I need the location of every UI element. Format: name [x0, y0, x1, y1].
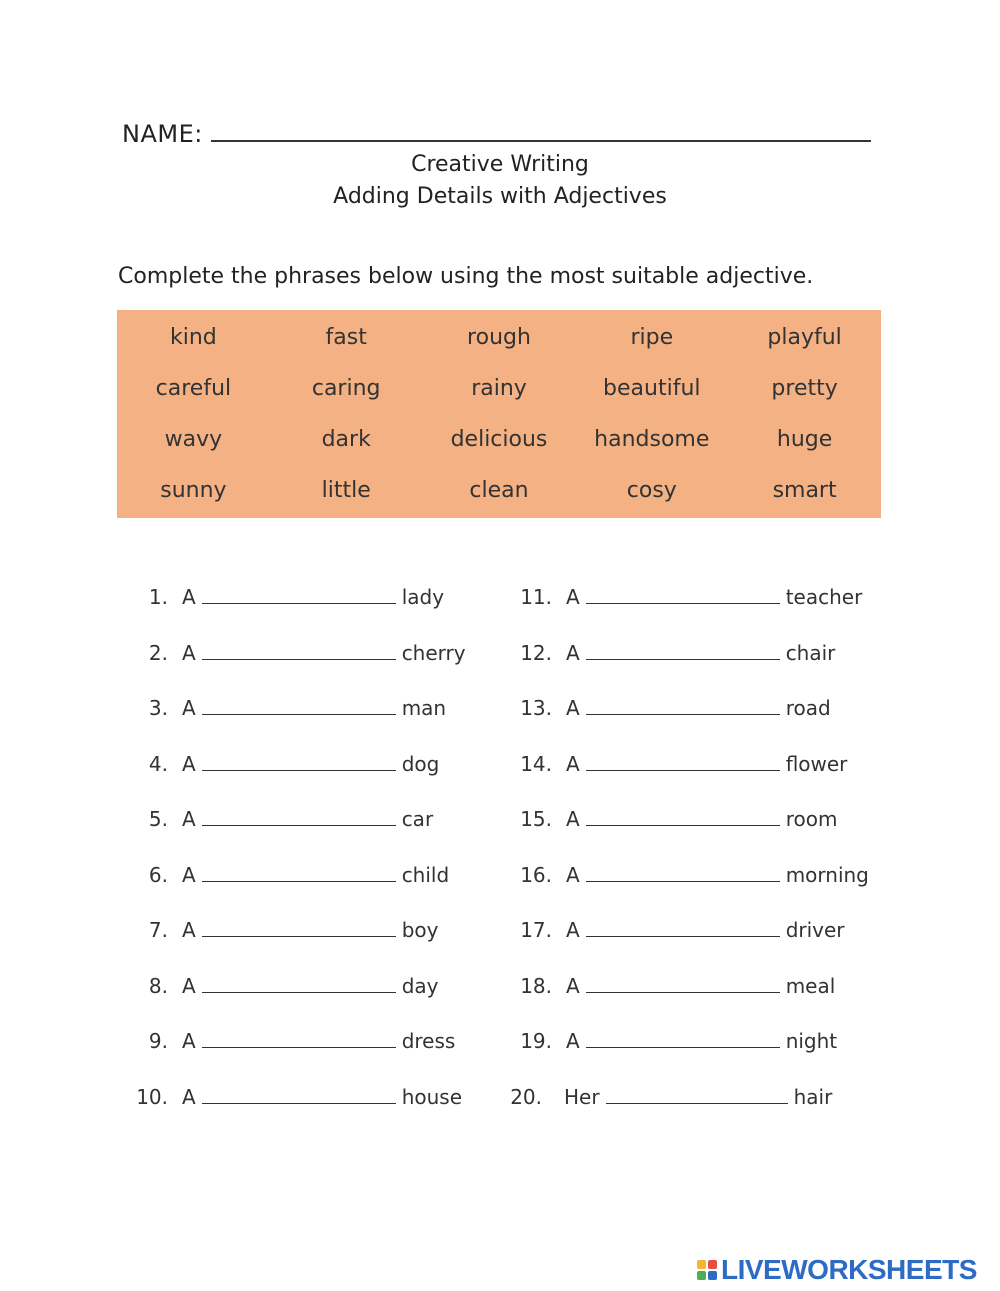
item-number: 8. [148, 973, 168, 998]
item-number: 7. [148, 918, 168, 942]
exercise-item [510, 1021, 837, 1061]
word-bank-item: caring [311, 376, 381, 401]
item-noun: teacher [785, 585, 863, 609]
item-number: 2. [148, 640, 168, 665]
item-noun: cherry [401, 640, 466, 665]
worksheet-title: Creative Writing [411, 152, 589, 177]
logo-block [708, 1271, 717, 1280]
item-number: 15. [520, 807, 552, 831]
exercise-item [130, 744, 439, 784]
exercise-item [510, 966, 835, 1006]
item-number: 11. [520, 585, 552, 609]
answer-blank[interactable] [586, 744, 780, 771]
item-noun: child [401, 862, 450, 887]
answer-blank[interactable] [202, 966, 396, 993]
exercise-item [510, 855, 869, 895]
exercise-item [130, 966, 438, 1006]
exercise-item [510, 910, 845, 950]
word-bank-item: kind [170, 325, 217, 350]
item-article: A [566, 696, 580, 720]
exercise-item [130, 855, 449, 895]
item-number: 19. [520, 1029, 552, 1053]
exercise-item [130, 633, 466, 673]
item-number: 17. [520, 918, 552, 942]
item-noun: road [785, 696, 831, 720]
item-noun: room [785, 807, 838, 831]
word-bank-item: little [321, 478, 371, 503]
instruction-text: Complete the phrases below using the most suitable adjective. [118, 264, 814, 289]
item-article: A [182, 807, 196, 831]
item-article: A [182, 1084, 196, 1109]
item-number: 13. [520, 696, 552, 720]
item-article: A [182, 751, 196, 776]
item-number: 4. [148, 751, 168, 776]
name-input-line[interactable] [211, 118, 871, 142]
exercise-item [130, 577, 444, 617]
item-article: A [566, 973, 580, 998]
answer-blank[interactable] [586, 799, 780, 826]
item-noun: day [401, 973, 439, 998]
item-article: A [566, 918, 580, 942]
answer-blank[interactable] [202, 633, 396, 660]
item-article: A [182, 918, 196, 942]
exercise-item [130, 688, 446, 728]
word-bank-item: rainy [471, 376, 527, 401]
logo-brand-text: LIVEWORKSHEETS [721, 1254, 977, 1285]
item-noun: chair [785, 640, 836, 665]
exercise-item [510, 799, 837, 839]
item-article: A [182, 862, 196, 887]
answer-blank[interactable] [202, 855, 396, 882]
item-article: A [182, 973, 196, 998]
item-number: 14. [520, 751, 552, 776]
item-noun: man [401, 696, 447, 720]
item-noun: flower [785, 751, 848, 776]
exercise-item [510, 577, 862, 617]
item-noun: driver [785, 918, 845, 942]
item-noun: car [401, 807, 434, 831]
item-article: A [566, 585, 580, 609]
item-number: 3. [148, 696, 168, 720]
item-noun: hair [793, 1084, 833, 1109]
answer-blank[interactable] [202, 744, 396, 771]
item-number: 10. [136, 1084, 168, 1109]
item-number: 1. [148, 585, 168, 609]
item-number: 16. [520, 862, 552, 887]
item-article: A [566, 807, 580, 831]
word-bank [117, 310, 881, 518]
word-bank-item: smart [772, 478, 837, 503]
item-noun: boy [401, 918, 439, 942]
word-bank-item: careful [155, 376, 232, 401]
word-bank-item: beautiful [603, 376, 701, 401]
item-noun: lady [401, 585, 445, 609]
item-article: A [566, 862, 580, 887]
item-noun: dress [401, 1029, 456, 1053]
exercise-item [130, 1077, 462, 1117]
word-bank-item: huge [776, 427, 833, 452]
answer-blank[interactable] [202, 910, 396, 937]
item-article: A [182, 696, 196, 720]
answer-blank[interactable] [202, 1021, 396, 1048]
worksheet-subtitle: Adding Details with Adjectives [333, 184, 667, 209]
item-noun: dog [401, 751, 440, 776]
answer-blank[interactable] [202, 1077, 396, 1104]
logo-block [697, 1260, 706, 1269]
logo-block [697, 1271, 706, 1280]
word-bank-item: rough [467, 325, 531, 350]
answer-blank[interactable] [202, 799, 396, 826]
word-bank-item: sunny [160, 478, 227, 503]
item-number: 9. [148, 1029, 168, 1053]
exercise-item [130, 1021, 455, 1061]
item-number: 20. [510, 1084, 542, 1109]
answer-blank[interactable] [202, 577, 396, 604]
item-noun: meal [785, 973, 836, 998]
word-bank-item: fast [325, 325, 367, 350]
answer-blank[interactable] [586, 577, 780, 604]
name-line [122, 118, 871, 148]
exercise-item [130, 799, 433, 839]
exercise-item [500, 1077, 832, 1117]
answer-blank[interactable] [586, 633, 780, 660]
item-article: A [182, 585, 196, 609]
item-article: A [566, 1029, 580, 1053]
word-bank-item: delicious [450, 427, 548, 452]
item-number: 5. [148, 807, 168, 831]
item-article: A [566, 751, 580, 776]
answer-blank[interactable] [586, 910, 780, 937]
answer-blank[interactable] [586, 855, 780, 882]
exercise-item [130, 910, 438, 950]
answer-blank[interactable] [586, 688, 780, 715]
item-number: 12. [520, 640, 552, 665]
word-bank-item: cosy [626, 478, 677, 503]
item-number: 6. [148, 862, 168, 887]
answer-blank[interactable] [606, 1077, 788, 1104]
exercise-item [510, 744, 847, 784]
item-article: A [566, 640, 580, 665]
word-bank-item: wavy [164, 427, 223, 452]
item-number: 18. [520, 973, 552, 998]
word-bank-item: pretty [771, 376, 838, 401]
exercise-item [510, 688, 831, 728]
item-noun: house [401, 1084, 462, 1109]
word-bank-item: clean [469, 478, 529, 503]
item-noun: night [785, 1029, 838, 1053]
word-bank-item: dark [321, 427, 371, 452]
logo-block [708, 1260, 717, 1269]
answer-blank[interactable] [586, 1021, 780, 1048]
logo-blocks-icon [697, 1260, 717, 1280]
exercise-item [510, 633, 835, 673]
word-bank-item: ripe [630, 325, 674, 350]
word-bank-item: playful [767, 325, 842, 350]
answer-blank[interactable] [202, 688, 396, 715]
name-label: NAME: [122, 120, 203, 148]
item-article: Her [564, 1084, 600, 1109]
answer-blank[interactable] [586, 966, 780, 993]
liveworksheets-logo [697, 1254, 977, 1286]
item-article: A [182, 640, 196, 665]
item-article: A [182, 1029, 196, 1053]
word-bank-item: handsome [594, 427, 710, 452]
item-noun: morning [785, 862, 869, 887]
